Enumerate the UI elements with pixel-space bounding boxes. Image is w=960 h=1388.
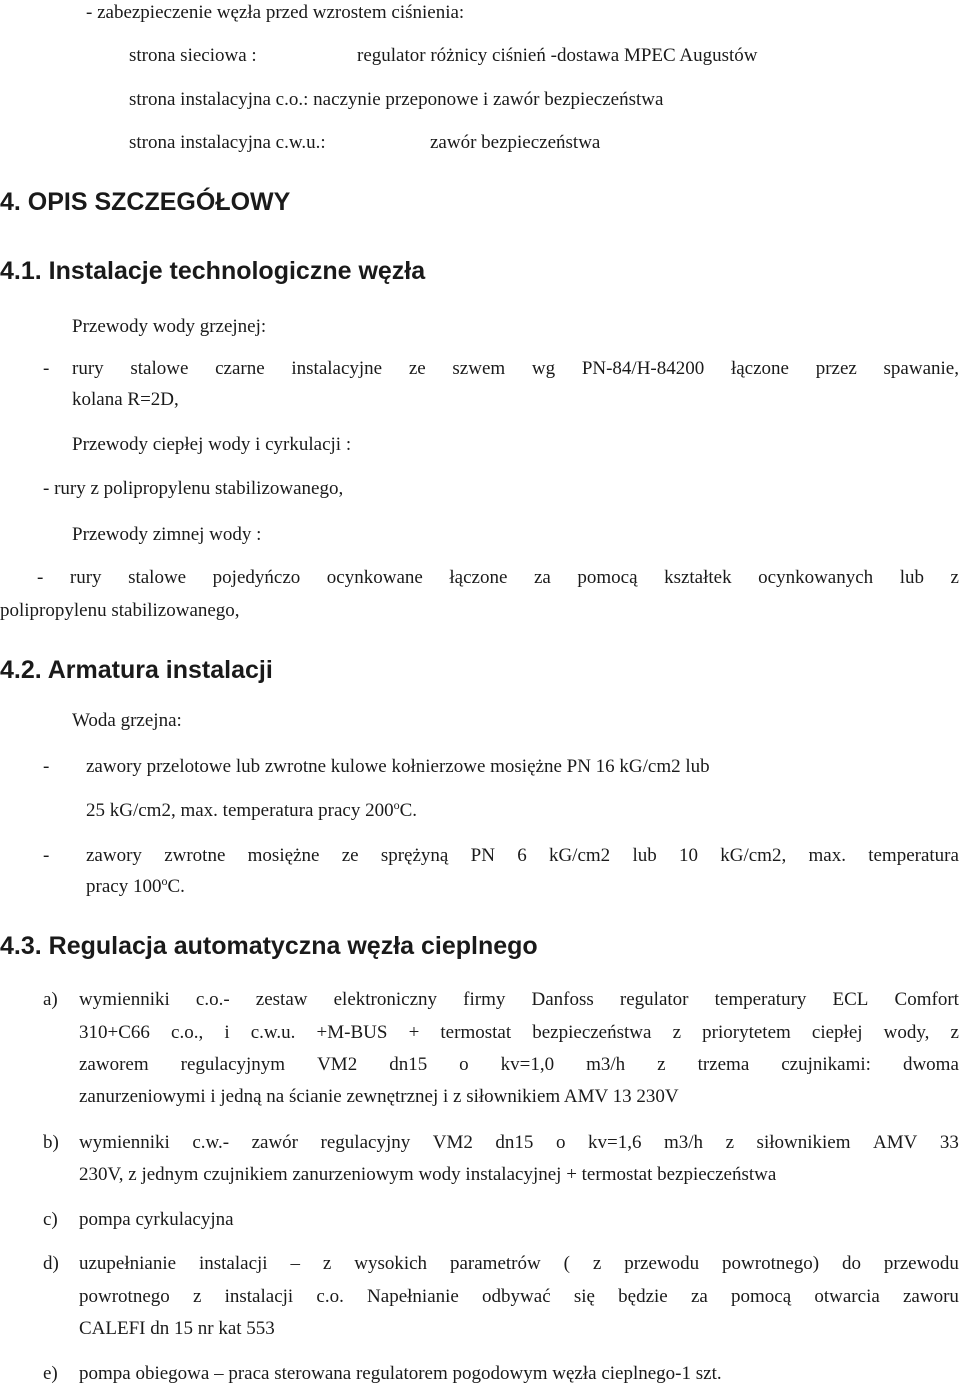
cold-water-pipes-item-line2: polipropylenu stabilizowanego, (0, 600, 240, 621)
word: + (408, 1022, 420, 1043)
word: i (224, 1022, 230, 1043)
word: do (842, 1253, 862, 1274)
item-b-line1 (79, 1132, 959, 1154)
word: z (592, 1253, 602, 1274)
word: wg (531, 358, 556, 379)
word: – (290, 1253, 300, 1274)
word: zaworu (902, 1286, 959, 1307)
item-e-line1: pompa obiegowa – praca sterowana regulatorem pogodowym węzła cieplnego-1 szt. (79, 1363, 722, 1384)
item-a-line3 (79, 1054, 959, 1076)
word: ECL (832, 989, 869, 1010)
word: pomocą (731, 1286, 792, 1307)
word: 33 (939, 1132, 959, 1153)
word: priorytetem (702, 1022, 791, 1043)
word: ze (408, 358, 426, 379)
item-a-line2 (79, 1022, 959, 1044)
word: VM2 (317, 1054, 358, 1075)
word: m3/h (586, 1054, 626, 1075)
section-4-2-heading: 4.2. Armatura instalacji (0, 656, 273, 684)
word: wymienniki (79, 989, 170, 1010)
word: łączone (730, 358, 789, 379)
item-a-line1 (79, 989, 959, 1011)
word: za (690, 1286, 708, 1307)
word: c.w.- (192, 1132, 230, 1153)
word: przez (815, 358, 857, 379)
item-d-line2 (79, 1286, 959, 1308)
word: ze (341, 845, 359, 866)
word: c.o. (316, 1286, 344, 1307)
word: kv=1,0 (500, 1054, 555, 1075)
word: z (192, 1286, 202, 1307)
item-d-marker: d) (43, 1253, 59, 1274)
word: bezpieczeństwa (532, 1022, 652, 1043)
word: regulacyjny (320, 1132, 411, 1153)
word: zaworem (79, 1054, 149, 1075)
network-side-value: regulator różnicy ciśnień -dostawa MPEC Augustów (357, 45, 758, 66)
word: mosiężne (247, 845, 320, 866)
heating-water-label: Woda grzejna: (72, 710, 182, 731)
word: AMV (873, 1132, 918, 1153)
word: kv=1,6 (587, 1132, 642, 1153)
item-a-line4: zanurzeniowymi i jedną na ścianie zewnętrznej i z siłownikiem AMV 13 230V (79, 1086, 679, 1107)
word: temperatury (714, 989, 807, 1010)
word: ( (563, 1253, 570, 1274)
item-d-line1 (79, 1253, 959, 1275)
word: przewodu (624, 1253, 700, 1274)
word: zawory (86, 845, 142, 866)
word: z (950, 567, 959, 588)
word: c.w.u. (250, 1022, 296, 1043)
word: będzie (618, 1286, 668, 1307)
word: pomocą (577, 567, 638, 588)
heating-pipes-dash: - (43, 358, 50, 379)
word: pojedyńczo (212, 567, 301, 588)
word: z (322, 1253, 332, 1274)
item-a-marker: a) (43, 989, 58, 1010)
word: wody, (883, 1022, 930, 1043)
word: 6 (517, 845, 527, 866)
word: Danfoss (531, 989, 594, 1010)
word: firmy (463, 989, 506, 1010)
word: otwarcia (814, 1286, 880, 1307)
valves-item2-line2: pracy 100$^o$C. (86, 874, 185, 897)
word: 10 (678, 845, 698, 866)
word: spawanie, (883, 358, 959, 379)
word: o (555, 1132, 566, 1153)
word: siłownikiem (756, 1132, 851, 1153)
word: zwrotne (164, 845, 226, 866)
word: parametrów (449, 1253, 541, 1274)
pressure-protection-item: - zabezpieczenie węzła przed wzrostem ciśnienia: (86, 2, 465, 23)
word: kG/cm2 (548, 845, 611, 866)
word: m3/h (663, 1132, 704, 1153)
word: termostat (440, 1022, 512, 1043)
item-d-line3: CALEFI dn 15 nr kat 553 (79, 1318, 275, 1339)
word: temperatura (868, 845, 959, 866)
word: - (37, 567, 44, 588)
word: ocynkowane (326, 567, 423, 588)
valves-item2-dash: - (43, 845, 50, 866)
word: c.o.- (195, 989, 230, 1010)
valves-item2-line1 (86, 845, 959, 867)
cwu-side-value: zawór bezpieczeństwa (430, 132, 601, 153)
word: powrotnego (79, 1286, 170, 1307)
word: c.o., (171, 1022, 204, 1043)
item-b-line2: 230V, z jednym czujnikiem zanurzeniowym wody instalacyjnej + termostat bezpieczeństwa (79, 1164, 777, 1185)
item-c-line1: pompa cyrkulacyjna (79, 1209, 234, 1230)
word: trzema (697, 1054, 750, 1075)
word: instalacji (198, 1253, 268, 1274)
word: sprężyną (380, 845, 449, 866)
valves-item1-line2: 25 kG/cm2, max. temperatura pracy 200$^o$C. (86, 798, 418, 821)
word: za (533, 567, 551, 588)
network-side-label: strona sieciowa : (129, 45, 257, 66)
word: powrotnego) (722, 1253, 820, 1274)
word: dwoma (902, 1054, 959, 1075)
word: kształtek (664, 567, 732, 588)
word: lub (899, 567, 924, 588)
word: z (950, 1022, 959, 1043)
word: szwem (452, 358, 506, 379)
word: Comfort (894, 989, 959, 1010)
hot-water-pipes-item: - rury z polipropylenu stabilizowanego, (43, 478, 344, 499)
word: przewodu (883, 1253, 959, 1274)
valves-item1-line1: zawory przelotowe lub zwrotne kulowe kołnierzowe mosiężne PN 16 kG/cm2 lub (86, 756, 710, 777)
word: PN (470, 845, 495, 866)
cwu-side-label: strona instalacyjna c.w.u.: (129, 132, 326, 153)
word: łączone (449, 567, 508, 588)
word: Napełnianie (367, 1286, 459, 1307)
word: zestaw (255, 989, 308, 1010)
heating-pipes-label: Przewody wody grzejnej: (72, 316, 267, 337)
word: max. (808, 845, 846, 866)
word: +M-BUS (316, 1022, 388, 1043)
word: się (573, 1286, 595, 1307)
word: instalacyjne (291, 358, 383, 379)
word: stalowe (128, 567, 187, 588)
item-c-marker: c) (43, 1209, 58, 1230)
section-4-1-heading: 4.1. Instalacje technologiczne węzła (0, 257, 426, 285)
word: o (459, 1054, 469, 1075)
section-4-heading: 4. OPIS SZCZEGÓŁOWY (0, 188, 291, 216)
word: ocynkowanych (758, 567, 874, 588)
word: czujnikami: (781, 1054, 871, 1075)
word: instalacji (224, 1286, 294, 1307)
word: rury (72, 358, 104, 379)
cold-water-pipes-item-line1 (37, 567, 959, 589)
word: wysokich (354, 1253, 428, 1274)
hot-water-pipes-label: Przewody ciepłej wody i cyrkulacji : (72, 434, 352, 455)
word: kG/cm2, (720, 845, 787, 866)
word: regulacyjnym (180, 1054, 286, 1075)
word: dn15 (389, 1054, 428, 1075)
word: odbywać (482, 1286, 551, 1307)
word: elektroniczny (333, 989, 438, 1010)
word: zawór (251, 1132, 299, 1153)
heating-pipes-item-line1 (72, 358, 959, 380)
heating-pipes-item-line2: kolana R=2D, (72, 389, 179, 410)
word: wymienniki (79, 1132, 170, 1153)
word: PN-84/H-84200 (581, 358, 705, 379)
word: lub (632, 845, 657, 866)
word: z (672, 1022, 682, 1043)
co-side-line: strona instalacyjna c.o.: naczynie przeponowe i zawór bezpieczeństwa (129, 89, 664, 110)
section-4-3-heading: 4.3. Regulacja automatyczna węzła cieplnego (0, 932, 538, 960)
word: VM2 (432, 1132, 473, 1153)
word: z (657, 1054, 666, 1075)
item-b-marker: b) (43, 1132, 59, 1153)
word: uzupełnianie (79, 1253, 177, 1274)
word: rury (69, 567, 102, 588)
word: dn15 (495, 1132, 534, 1153)
word: stalowe (130, 358, 189, 379)
cold-water-pipes-label: Przewody zimnej wody : (72, 524, 262, 545)
word: ciepłej (811, 1022, 863, 1043)
word: 310+C66 (79, 1022, 150, 1043)
valves-item1-dash: - (43, 756, 50, 777)
word: z (725, 1132, 735, 1153)
word: czarne (215, 358, 265, 379)
item-e-marker: e) (43, 1363, 58, 1384)
word: regulator (619, 989, 689, 1010)
